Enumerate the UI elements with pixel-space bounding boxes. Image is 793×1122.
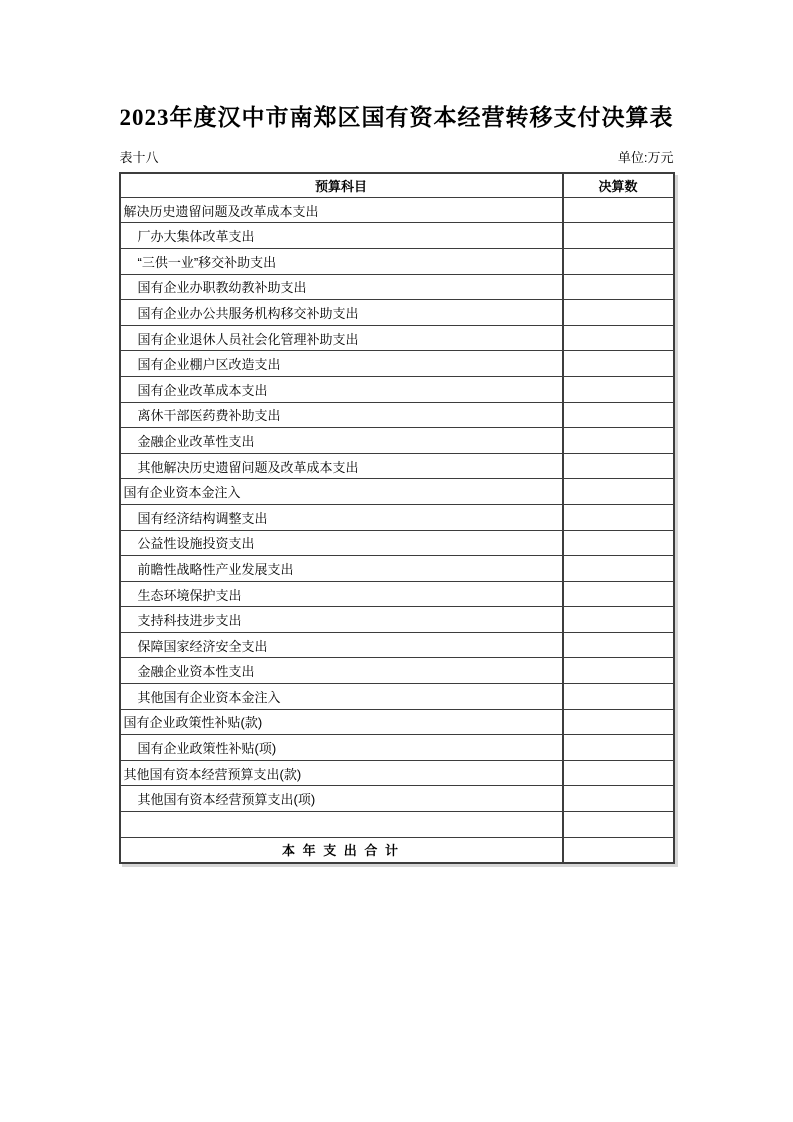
table-row [120, 709, 674, 735]
table-row [120, 556, 674, 582]
budget-subject-cell: 公益性设施投资支出 [120, 530, 563, 556]
amount-cell [563, 632, 674, 658]
table-row [120, 632, 674, 658]
budget-subject-cell: 国有企业政策性补贴(款) [120, 709, 563, 735]
header-row [120, 173, 674, 197]
amount-cell [563, 812, 674, 838]
budget-subject-cell: 国有经济结构调整支出 [120, 504, 563, 530]
table-row [120, 504, 674, 530]
budget-subject-cell: 国有企业退休人员社会化管理补助支出 [120, 325, 563, 351]
amount-cell [563, 223, 674, 249]
budget-subject-cell: 国有企业棚户区改造支出 [120, 351, 563, 377]
amount-cell [563, 351, 674, 377]
budget-subject-cell: 金融企业改革性支出 [120, 428, 563, 454]
table-row [120, 812, 674, 838]
table-meta-row [120, 147, 674, 166]
total-row-label: 本 年 支 出 合 计 [120, 837, 563, 863]
amount-cell [563, 376, 674, 402]
table-row [120, 684, 674, 710]
amount-cell [563, 760, 674, 786]
table-row [120, 274, 674, 300]
table-row [120, 325, 674, 351]
unit-label: 单位:万元 [617, 150, 674, 166]
table-row [120, 351, 674, 377]
amount-cell [563, 300, 674, 326]
budget-subject-cell: “三供一业”移交补助支出 [120, 248, 563, 274]
amount-cell [563, 197, 674, 223]
table-row [120, 786, 674, 812]
amount-cell [563, 453, 674, 479]
budget-subject-cell: 国有企业资本金注入 [120, 479, 563, 505]
amount-cell [563, 325, 674, 351]
table-row [120, 479, 674, 505]
budget-table [119, 172, 675, 863]
amount-cell [563, 837, 674, 863]
table-row [120, 607, 674, 633]
amount-cell [563, 504, 674, 530]
amount-cell [563, 735, 674, 761]
column-header-subject: 预算科目 [120, 173, 563, 197]
budget-subject-cell: 厂办大集体改革支出 [120, 223, 563, 249]
amount-cell [563, 786, 674, 812]
table-row [120, 581, 674, 607]
budget-subject-cell: 其他国有企业资本金注入 [120, 684, 563, 710]
table-row [120, 530, 674, 556]
amount-cell [563, 556, 674, 582]
budget-subject-cell: 离休干部医药费补助支出 [120, 402, 563, 428]
total-row [120, 837, 674, 863]
column-header-amount: 决算数 [563, 173, 674, 197]
amount-cell [563, 709, 674, 735]
table-row [120, 197, 674, 223]
table-row [120, 402, 674, 428]
budget-subject-cell: 支持科技进步支出 [120, 607, 563, 633]
table-row [120, 376, 674, 402]
amount-cell [563, 581, 674, 607]
amount-cell [563, 658, 674, 684]
budget-subject-cell: 金融企业资本性支出 [120, 658, 563, 684]
table-row [120, 428, 674, 454]
table-row [120, 760, 674, 786]
budget-subject-cell: 其他国有资本经营预算支出(项) [120, 786, 563, 812]
table-number-label: 表十八 [119, 150, 159, 166]
amount-cell [563, 402, 674, 428]
table-row [120, 453, 674, 479]
amount-cell [563, 248, 674, 274]
budget-subject-cell: 解决历史遗留问题及改革成本支出 [120, 197, 563, 223]
budget-subject-cell: 其他国有资本经营预算支出(款) [120, 760, 563, 786]
budget-subject-cell: 其他解决历史遗留问题及改革成本支出 [120, 453, 563, 479]
amount-cell [563, 607, 674, 633]
budget-subject-cell: 国有企业改革成本支出 [120, 376, 563, 402]
budget-subject-cell: 国有企业办职教幼教补助支出 [120, 274, 563, 300]
amount-cell [563, 479, 674, 505]
table-row [120, 658, 674, 684]
table-row [120, 223, 674, 249]
amount-cell [563, 530, 674, 556]
document-title: 2023年度汉中市南郑区国有资本经营转移支付决算表 [119, 105, 674, 130]
table-row [120, 735, 674, 761]
amount-cell [563, 428, 674, 454]
budget-subject-cell: 前瞻性战略性产业发展支出 [120, 556, 563, 582]
budget-subject-cell: 生态环境保护支出 [120, 581, 563, 607]
table-row [120, 248, 674, 274]
amount-cell [563, 684, 674, 710]
table-row [120, 300, 674, 326]
amount-cell [563, 274, 674, 300]
budget-subject-cell: 国有企业办公共服务机构移交补助支出 [120, 300, 563, 326]
budget-subject-cell: 国有企业政策性补贴(项) [120, 735, 563, 761]
budget-subject-cell: 保障国家经济安全支出 [120, 632, 563, 658]
budget-subject-cell [120, 812, 563, 838]
